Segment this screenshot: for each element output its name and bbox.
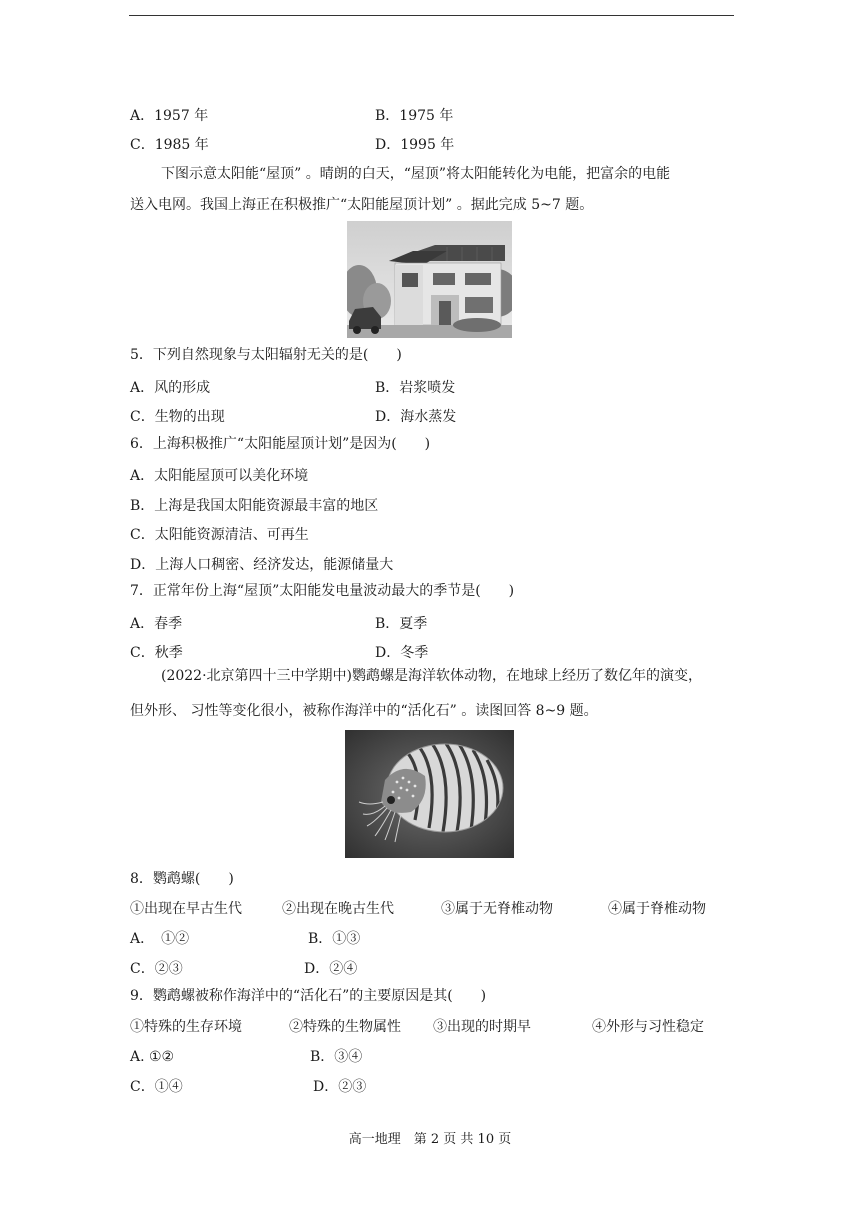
q7-option-b: B．夏季	[375, 616, 428, 632]
q8-statement-4: ④属于脊椎动物	[608, 901, 706, 917]
q6-option-b: B．上海是我国太阳能资源最丰富的地区	[130, 498, 379, 514]
page-footer: 高一地理 第 2 页 共 10 页	[348, 1132, 512, 1147]
intro2-line2: 但外形、 习性等变化很小，被称作海洋中的“活化石” 。读图回答 8~9 题。	[130, 703, 598, 719]
q8-statement-2: ②出现在晚古生代	[282, 901, 394, 917]
q6-stem: 6．上海积极推广“太阳能屋顶计划”是因为( )	[130, 436, 431, 452]
q7-option-d: D．冬季	[375, 645, 429, 661]
q5-stem: 5．下列自然现象与太阳辐射无关的是( )	[130, 347, 402, 363]
q9-stem: 9．鹦鹉螺被称作海洋中的“活化石”的主要原因是其( )	[130, 988, 487, 1004]
nautilus-photo	[345, 730, 514, 858]
q4-option-c: C．1985 年	[130, 137, 209, 153]
q9-statement-3: ③出现的时期早	[433, 1019, 531, 1035]
header-rule	[129, 15, 734, 16]
q5-option-b: B．岩浆喷发	[375, 380, 456, 396]
q8-statement-3: ③属于无脊椎动物	[441, 901, 553, 917]
q8-option-b: B．①③	[308, 931, 361, 947]
q9-option-b: B．③④	[310, 1049, 363, 1065]
q7-option-c: C．秋季	[130, 645, 183, 661]
q8-statement-1: ①出现在早古生代	[130, 901, 242, 917]
q8-option-a: A． ①②	[130, 931, 190, 947]
q9-statement-2: ②特殊的生物属性	[289, 1019, 401, 1035]
q5-option-a: A．风的形成	[130, 380, 211, 396]
q7-option-a: A．春季	[130, 616, 183, 632]
q5-option-c: C．生物的出现	[130, 409, 225, 425]
q8-stem: 8．鹦鹉螺( )	[130, 871, 234, 887]
q8-option-c: C．②③	[130, 961, 183, 977]
q6-option-c: C．太阳能资源清洁、可再生	[130, 527, 309, 543]
q4-option-b: B．1975 年	[375, 108, 454, 124]
intro1-line2: 送入电网。我国上海正在积极推广“太阳能屋顶计划” 。据此完成 5~7 题。	[130, 197, 594, 213]
q6-option-d: D．上海人口稠密、经济发达，能源储量大	[130, 557, 394, 573]
intro1-line1: 下图示意太阳能“屋顶” 。晴朗的白天，“屋顶”将太阳能转化为电能，把富余的电能	[161, 166, 671, 182]
solar-roof-house-photo	[347, 221, 512, 338]
q9-option-a: A. ①②	[130, 1049, 175, 1065]
q9-statement-1: ①特殊的生存环境	[130, 1019, 242, 1035]
q9-option-d: D．②③	[313, 1079, 367, 1095]
q8-option-d: D．②④	[304, 961, 358, 977]
q6-option-a: A．太阳能屋顶可以美化环境	[130, 468, 309, 484]
q4-option-d: D．1995 年	[375, 137, 455, 153]
q9-statement-4: ④外形与习性稳定	[592, 1019, 704, 1035]
q7-stem: 7．正常年份上海“屋顶”太阳能发电量波动最大的季节是( )	[130, 583, 515, 599]
q4-option-a: A．1957 年	[130, 108, 209, 124]
q5-option-d: D．海水蒸发	[375, 409, 457, 425]
intro2-line1: (2022·北京第四十三中学期中)鹦鹉螺是海洋软体动物，在地球上经历了数亿年的演变，	[161, 668, 703, 684]
q9-option-c: C．①④	[130, 1079, 183, 1095]
